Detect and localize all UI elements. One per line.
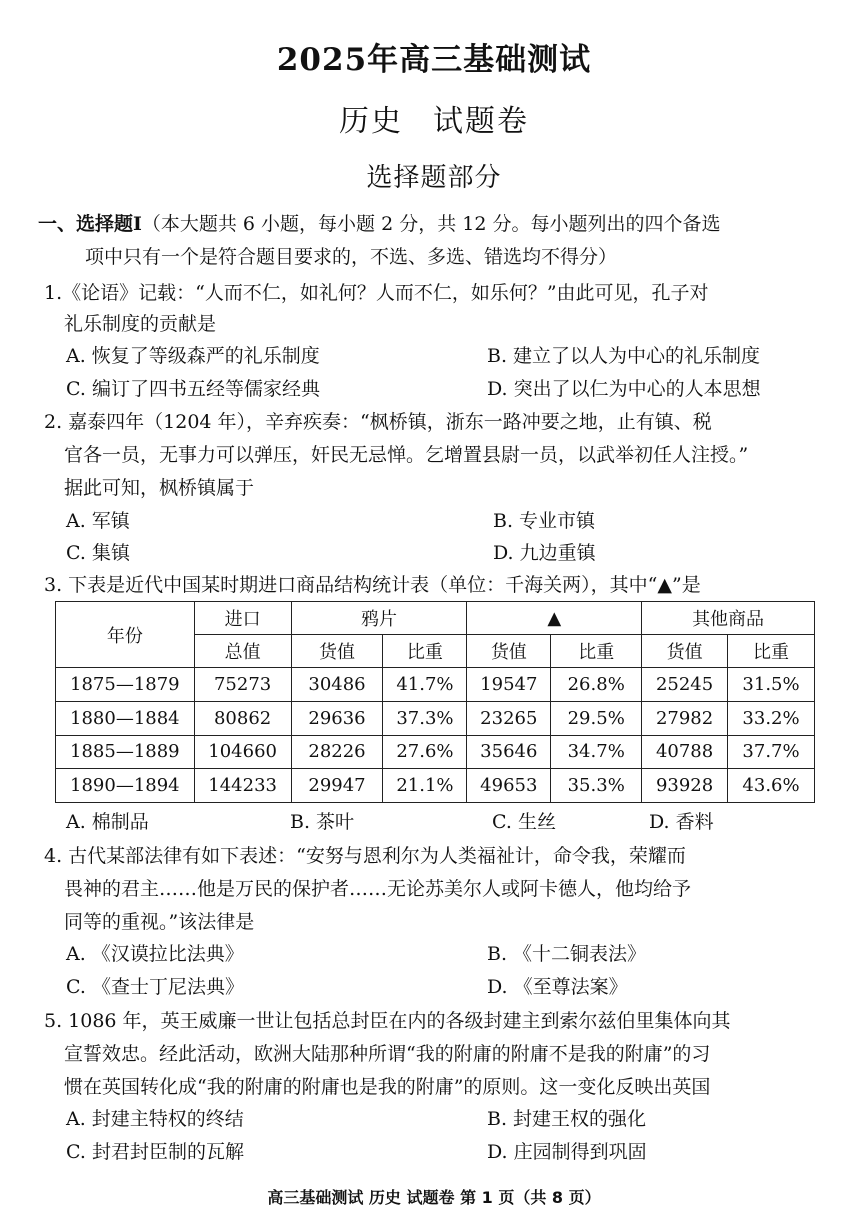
question-3-option-b[interactable]: B. 茶叶 (290, 811, 355, 833)
table-header-unknown: ▲ (467, 602, 642, 635)
table-cell: 28226 (291, 735, 383, 769)
question-2-option-c[interactable]: C. 集镇 (66, 542, 130, 564)
table-cell: 26.8% (551, 668, 642, 702)
table-cell: 29.5% (551, 701, 642, 735)
table-header-total-2: 总值 (194, 635, 291, 668)
question-2-option-a[interactable]: A. 军镇 (66, 510, 130, 532)
paper-label: 试题卷 (433, 104, 529, 139)
question-1-line2: 礼乐制度的贡献是 (64, 313, 217, 335)
table-subheader-ratio: 比重 (383, 635, 467, 668)
question-5-option-a[interactable]: A. 封建主特权的终结 (66, 1108, 244, 1130)
table-cell: 23265 (467, 701, 551, 735)
table-header-year: 年份 (56, 602, 195, 668)
table-cell: 104660 (194, 735, 291, 769)
exam-title: 2025年高三基础测试 (276, 42, 592, 78)
question-4-line2: 畏神的君主……他是万民的保护者……无论苏美尔人或阿卡德人，他均给予 (64, 878, 692, 900)
part1-heading: 一、选择题Ⅰ (38, 213, 142, 235)
table-cell: 37.7% (728, 735, 815, 769)
subject-label: 历史 (339, 104, 403, 139)
table-header-total-1: 进口 (194, 602, 291, 635)
question-4-option-c[interactable]: C. 《查士丁尼法典》 (66, 976, 244, 998)
table-subheader-value: 货值 (642, 635, 728, 668)
question-5-option-d[interactable]: D. 庄园制得到巩固 (487, 1141, 647, 1163)
question-2-line1: 2. 嘉泰四年（1204 年），辛弃疾奏：“枫桥镇，浙东一路冲要之地，止有镇、税 (44, 411, 712, 433)
question-1-option-b[interactable]: B. 建立了以人为中心的礼乐制度 (487, 345, 761, 367)
question-3-option-c[interactable]: C. 生丝 (492, 811, 556, 833)
question-2-line2: 官各一员，无事力可以弹压，奸民无忌惮。乞增置县尉一员，以武举初任人注授。” (64, 444, 749, 466)
question-4-line1: 4. 古代某部法律有如下表述：“安努与恩利尔为人类福祉计，命令我，荣耀而 (44, 845, 686, 867)
table-cell: 27982 (642, 701, 728, 735)
table-cell: 93928 (642, 769, 728, 803)
import-structure-table (55, 601, 815, 803)
table-row (56, 769, 815, 803)
question-3-option-a[interactable]: A. 棉制品 (66, 811, 149, 833)
table-cell: 31.5% (728, 668, 815, 702)
question-5-option-b[interactable]: B. 封建王权的强化 (487, 1108, 647, 1130)
table-cell: 40788 (642, 735, 728, 769)
table-header-other: 其他商品 (642, 602, 815, 635)
table-cell: 33.2% (728, 701, 815, 735)
question-1-option-d[interactable]: D. 突出了以仁为中心的人本思想 (487, 378, 761, 400)
question-2-line3: 据此可知，枫桥镇属于 (64, 477, 255, 499)
question-5-option-c[interactable]: C. 封君封臣制的瓦解 (66, 1141, 244, 1163)
question-3-line1: 3. 下表是近代中国某时期进口商品结构统计表（单位：千海关两），其中“▲”是 (44, 574, 701, 596)
question-5-line1: 5. 1086 年，英王威廉一世让包括总封臣在内的各级封建主到索尔兹伯里集体向其 (44, 1010, 731, 1032)
table-cell: 1875—1879 (56, 668, 195, 702)
question-3-option-d[interactable]: D. 香料 (649, 811, 714, 833)
question-2-option-d[interactable]: D. 九边重镇 (493, 542, 596, 564)
table-cell: 80862 (194, 701, 291, 735)
question-1-option-a[interactable]: A. 恢复了等级森严的礼乐制度 (66, 345, 320, 367)
table-subheader-value: 货值 (467, 635, 551, 668)
table-row (56, 668, 815, 702)
paper-subtitle (0, 96, 868, 140)
table-cell: 19547 (467, 668, 551, 702)
table-header-opium: 鸦片 (291, 602, 467, 635)
question-4-option-d[interactable]: D. 《至尊法案》 (487, 976, 628, 998)
table-cell: 34.7% (551, 735, 642, 769)
table-cell: 37.3% (383, 701, 467, 735)
question-5-line2: 宣誓效忠。经此活动，欧洲大陆那种所谓“我的附庸的附庸不是我的附庸”的习 (64, 1043, 711, 1065)
table-cell: 30486 (291, 668, 383, 702)
table-cell: 1885—1889 (56, 735, 195, 769)
question-4-line3: 同等的重视。”该法律是 (64, 911, 255, 933)
table-cell: 29636 (291, 701, 383, 735)
part1-instruction-line2: 项中只有一个是符合题目要求的，不选、多选、错选均不得分） (85, 246, 618, 268)
table-cell: 35646 (467, 735, 551, 769)
table-subheader-ratio: 比重 (728, 635, 815, 668)
table-subheader-ratio: 比重 (551, 635, 642, 668)
question-2-option-b[interactable]: B. 专业市镇 (493, 510, 596, 532)
table-cell: 29947 (291, 769, 383, 803)
question-4-option-b[interactable]: B. 《十二铜表法》 (487, 943, 647, 965)
table-cell: 21.1% (383, 769, 467, 803)
table-cell: 43.6% (728, 769, 815, 803)
table-cell: 25245 (642, 668, 728, 702)
table-cell: 1880—1884 (56, 701, 195, 735)
question-1-line1: 1.《论语》记载：“人而不仁，如礼何？人而不仁，如乐何？”由此可见，孔子对 (44, 282, 709, 304)
table-subheader-value: 货值 (291, 635, 383, 668)
table-cell: 1890—1894 (56, 769, 195, 803)
table-cell: 35.3% (551, 769, 642, 803)
table-row (56, 701, 815, 735)
question-5-line3: 惯在英国转化成“我的附庸的附庸也是我的附庸”的原则。这一变化反映出英国 (64, 1076, 711, 1098)
table-cell: 144233 (194, 769, 291, 803)
table-cell: 27.6% (383, 735, 467, 769)
page-footer: 高三基础测试 历史 试题卷 第 1 页（共 8 页） (267, 1188, 601, 1207)
table-row (56, 735, 815, 769)
section-title: 选择题部分 (366, 163, 502, 193)
part1-instruction-line1: 一、选择题Ⅰ（本大题共 6 小题，每小题 2 分，共 12 分。每小题列出的四个备选 (38, 213, 721, 235)
table-cell: 75273 (194, 668, 291, 702)
table-cell: 41.7% (383, 668, 467, 702)
table-cell: 49653 (467, 769, 551, 803)
question-4-option-a[interactable]: A. 《汉谟拉比法典》 (66, 943, 244, 965)
question-1-option-c[interactable]: C. 编订了四书五经等儒家经典 (66, 378, 320, 400)
